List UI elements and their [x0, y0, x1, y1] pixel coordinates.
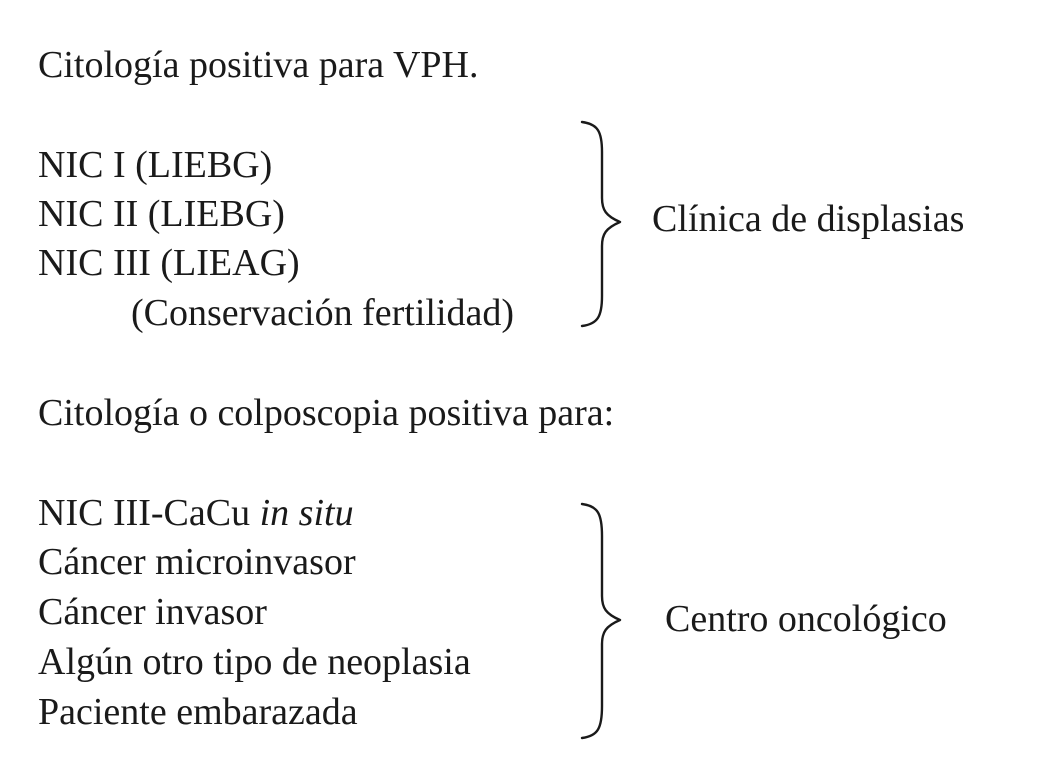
- section2-destination: Centro oncológico: [665, 598, 947, 640]
- section2-item-pregnant: Paciente embarazada: [38, 691, 358, 733]
- section1-item-nic-ii: NIC II (LIEBG): [38, 193, 285, 235]
- section2-brace: [576, 500, 626, 742]
- section1-brace: [576, 118, 626, 330]
- section2-item-microinvasive: Cáncer microinvasor: [38, 541, 356, 583]
- section1-heading: Citología positiva para VPH.: [38, 44, 479, 86]
- section2-item-other-neoplasia: Algún otro tipo de neoplasia: [38, 641, 471, 683]
- section1-item-nic-iii: NIC III (LIEAG): [38, 242, 300, 284]
- section2-heading: Citología o colposcopia positiva para:: [38, 392, 615, 434]
- section1-brace-path: [582, 122, 620, 326]
- section1-item-fertility-note: (Conservación fertilidad): [131, 292, 515, 334]
- section2-item-in-situ: in situ: [259, 492, 354, 534]
- section2-item-nic-iii-cacu: [38, 494, 354, 532]
- section2-brace-path: [582, 504, 620, 738]
- section1-item-nic-i: NIC I (LIEBG): [38, 144, 273, 186]
- section2-item-invasive: Cáncer invasor: [38, 591, 267, 633]
- section1-destination: Clínica de displasias: [652, 198, 965, 240]
- section2-item-nic-iii-cacu-text: NIC III-CaCu: [38, 492, 260, 534]
